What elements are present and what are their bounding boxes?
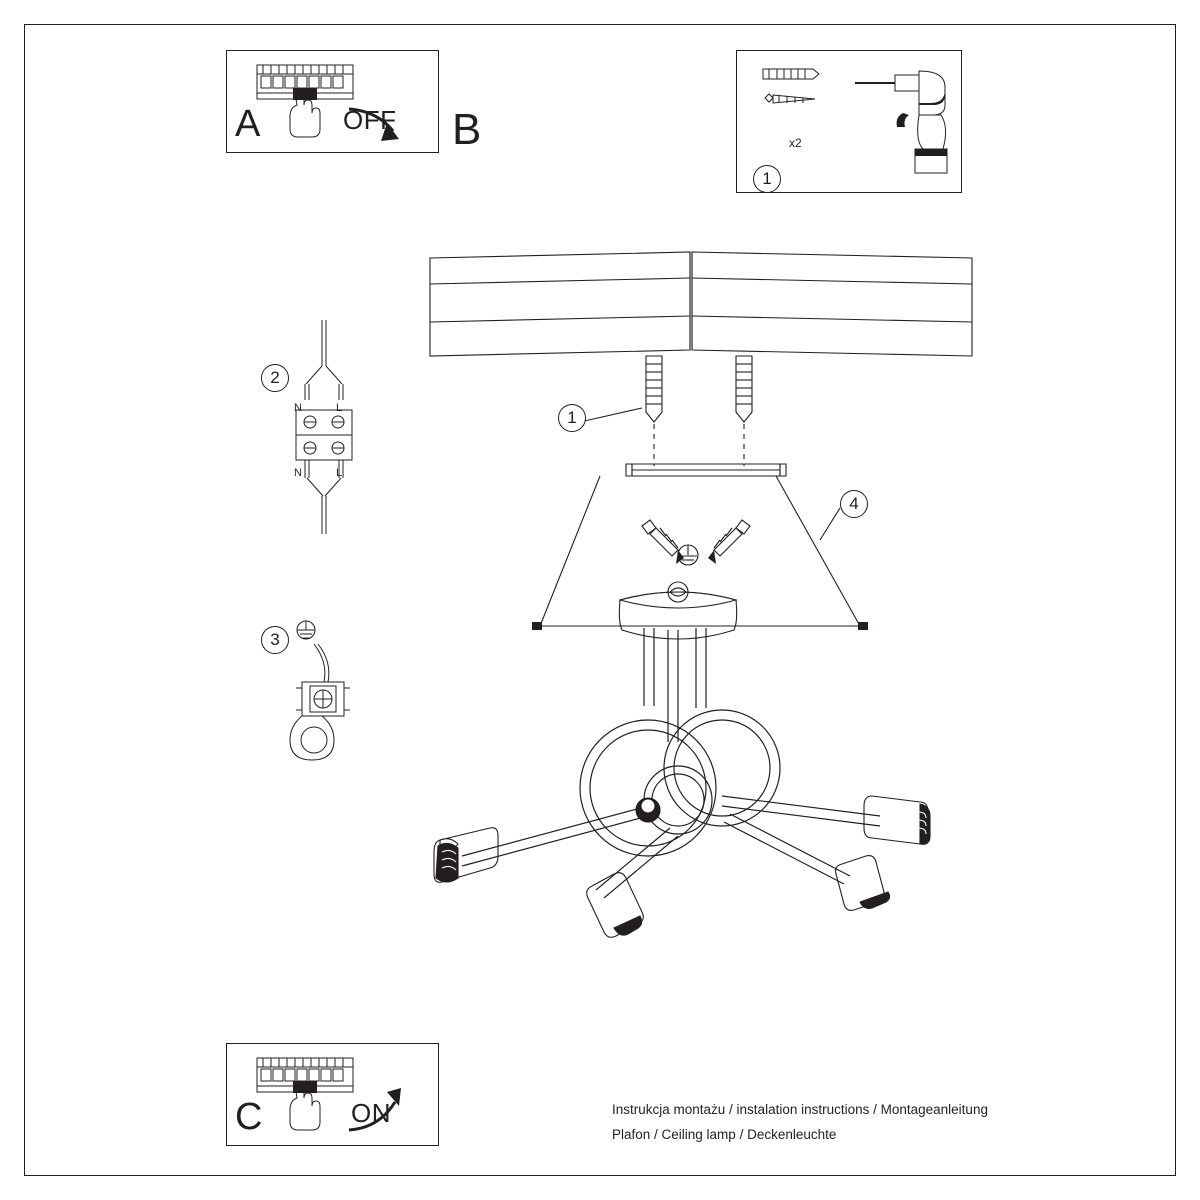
step-2-terminal-l-top: L <box>336 402 343 414</box>
panel-tools <box>736 50 962 193</box>
lamp-head-right <box>864 796 930 844</box>
tools-step-number: 1 <box>753 165 781 193</box>
panel-c-graphic <box>237 1048 437 1146</box>
screw <box>765 94 815 103</box>
fixing-screws <box>642 520 750 564</box>
center-hub <box>636 798 660 822</box>
step-2-terminal-n-bottom: N <box>294 467 302 479</box>
earth-ground-symbol <box>297 621 315 639</box>
panel-a <box>226 50 439 153</box>
panel-c-switch-label: ON <box>351 1098 391 1128</box>
footer-line-2: Plafon / Ceiling lamp / Deckenleuchte <box>612 1126 837 1142</box>
panel-a-switch-label: OFF <box>343 105 397 135</box>
panel-c-letter: C <box>235 1096 263 1138</box>
main-assembly-drawing <box>420 240 980 940</box>
footer-line-1: Instrukcja montażu / instalation instructions / Montageanleitung <box>612 1102 988 1117</box>
panel-a-letter: A <box>235 103 261 145</box>
panel-a-graphic <box>237 55 437 153</box>
ceiling <box>430 252 972 356</box>
step-2-number: 2 <box>261 364 289 392</box>
step-2-terminal-l-bottom: L <box>336 467 343 479</box>
callout-1-number: 1 <box>558 404 586 432</box>
wall-plugs <box>646 356 752 422</box>
step-3-graphic <box>284 616 360 772</box>
wall-plug <box>763 69 819 79</box>
callout-4-number: 4 <box>840 490 868 518</box>
step-3-number: 3 <box>261 626 289 654</box>
power-drill <box>855 71 947 173</box>
tools-quantity: x2 <box>789 136 802 150</box>
lamp-head-lower-right <box>836 856 890 911</box>
panel-b-letter: B <box>452 105 482 154</box>
step-2-terminal-n-top: N <box>294 402 302 414</box>
step-2-graphic <box>282 318 362 538</box>
panel-c <box>226 1043 439 1146</box>
footer-text-block <box>612 1098 1032 1148</box>
lamp-head-lower-left <box>587 873 644 938</box>
lamp-arms <box>462 628 880 898</box>
mounting-plate <box>626 464 786 476</box>
